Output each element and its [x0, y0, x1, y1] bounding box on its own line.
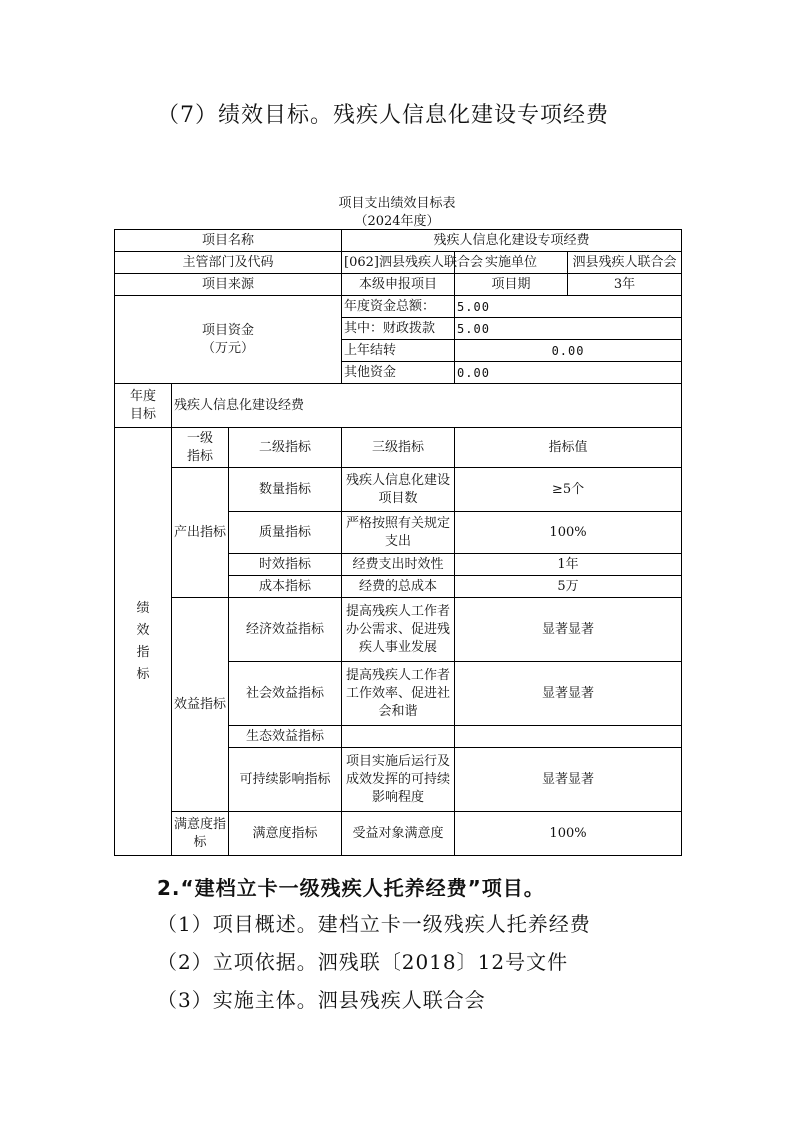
table-year: （2024年度）: [354, 214, 440, 229]
table-cell: 100%: [455, 512, 682, 554]
paragraph-overview: （1）项目概述。建档立卡一级残疾人托养经费: [157, 912, 591, 936]
table-cell: 经费支出时效性: [342, 554, 455, 576]
funds-other-value: 0.00: [455, 362, 682, 384]
annual-goal-value: 残疾人信息化建设经费: [172, 384, 682, 428]
table-cell: 社会效益指标: [229, 662, 342, 726]
header-value: 指标值: [455, 428, 682, 468]
section-heading: （7）绩效目标。残疾人信息化建设专项经费: [157, 103, 609, 128]
dept-value: [062]泗县残疾人联合会: [342, 252, 455, 274]
source-label: 项目来源: [115, 274, 342, 296]
period-label: 项目期: [455, 274, 568, 296]
table-cell: 残疾人信息化建设 项目数: [342, 468, 455, 512]
funds-total-value: 5.00: [455, 296, 682, 318]
table-cell: 时效指标: [229, 554, 342, 576]
dept-label: 主管部门及代码: [115, 252, 342, 274]
table-cell: [455, 726, 682, 748]
period-value: 3年: [568, 274, 682, 296]
impl-unit-value: 泗县残疾人联合会: [568, 252, 682, 274]
benefit-indicator-label: 效益指标: [172, 598, 229, 812]
annual-goal-label: 年度 目标: [115, 384, 172, 428]
table-cell: ≥5个: [455, 468, 682, 512]
funds-carryover-value: 0.00: [455, 340, 682, 362]
table-cell: 5万: [455, 576, 682, 598]
funds-label: 项目资金 （万元）: [115, 296, 342, 384]
paragraph-basis: （2）立项依据。泗残联〔2018〕12号文件: [157, 950, 569, 974]
paragraph-implementer: （3）实施主体。泗县残疾人联合会: [157, 988, 486, 1012]
performance-target-table: [114, 229, 682, 856]
table-cell: 严格按照有关规定 支出: [342, 512, 455, 554]
funds-carryover-label: 上年结转: [342, 340, 455, 362]
table-cell: [342, 726, 455, 748]
funds-fiscal-label: 其中：财政拨款: [342, 318, 455, 340]
table-cell: 成本指标: [229, 576, 342, 598]
project-name-value: 残疾人信息化建设专项经费: [342, 230, 682, 252]
table-cell: 受益对象满意度: [342, 812, 455, 856]
project-name-label: 项目名称: [115, 230, 342, 252]
table-cell: 经费的总成本: [342, 576, 455, 598]
table-cell: 项目实施后运行及 成效发挥的可持续 影响程度: [342, 748, 455, 812]
table-cell: 提高残疾人工作者 工作效率、促进社 会和谐: [342, 662, 455, 726]
table-title: 项目支出绩效目标表: [338, 196, 456, 211]
output-indicator-label: 产出指标: [172, 468, 229, 598]
table-cell: 显著显著: [455, 598, 682, 662]
header-level1: 一级 指标: [172, 428, 229, 468]
header-level2: 二级指标: [229, 428, 342, 468]
header-level3: 三级指标: [342, 428, 455, 468]
table-cell: 显著显著: [455, 662, 682, 726]
table-cell: 生态效益指标: [229, 726, 342, 748]
satisfaction-indicator-label: 满意度指 标: [172, 812, 229, 856]
impl-unit-label: 实施单位: [455, 252, 568, 274]
table-cell: 质量指标: [229, 512, 342, 554]
table-cell: 可持续影响指标: [229, 748, 342, 812]
funds-fiscal-value: 5.00: [455, 318, 682, 340]
table-cell: 数量指标: [229, 468, 342, 512]
table-cell: 提高残疾人工作者 办公需求、促进残 疾人事业发展: [342, 598, 455, 662]
table-cell: 100%: [455, 812, 682, 856]
table-cell: 经济效益指标: [229, 598, 342, 662]
source-value: 本级申报项目: [342, 274, 455, 296]
section-2-title: 2.“建档立卡一级残疾人托养经费”项目。: [157, 876, 545, 900]
table-cell: 1年: [455, 554, 682, 576]
funds-other-label: 其他资金: [342, 362, 455, 384]
table-cell: 显著显著: [455, 748, 682, 812]
table-cell: 满意度指标: [229, 812, 342, 856]
perf-indicator-label: 绩 效 指 标: [115, 428, 172, 856]
funds-total-label: 年度资金总额：: [342, 296, 455, 318]
